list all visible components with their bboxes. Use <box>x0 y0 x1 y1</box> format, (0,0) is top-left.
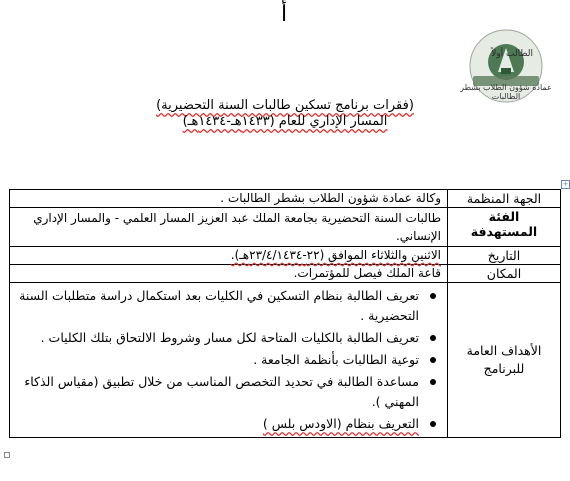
date-label: التاريخ <box>448 247 561 265</box>
title-line-1: (فقرات برنامج تسكين طالبات السنة التحضيرية) <box>156 98 414 113</box>
table-row-place <box>10 265 561 283</box>
audience-label: الفئة المستهدفة <box>448 208 561 247</box>
goals-label: الأهداف العامة للبرنامج <box>448 283 561 438</box>
date-value: الاثنين والثلاثاء الموافق (٢٢-٢٣/٤/١٤٣٤هـ). <box>230 248 441 262</box>
document-title <box>150 98 420 130</box>
goals-list <box>16 286 441 434</box>
logo-text: الطالب أولاً <box>491 49 533 59</box>
goal-item: تعريف الطالبة بنظام التسكين في الكليات بعد استكمال دراسة متطلبات السنة التحضيرية . <box>16 286 419 326</box>
place-value: قاعة الملك فيصل للمؤتمرات. <box>10 265 448 283</box>
title-line-2: المسار الإداري للعام (١٤٣٣هـ-١٤٣٤هـ) <box>182 114 388 129</box>
table-resize-handle[interactable] <box>4 452 10 458</box>
place-label: المكان <box>448 265 561 283</box>
audience-value: طالبات السنة التحضيرية بجامعة الملك عبد العزيز المسار العلمي - والمسار الإداري الإنساني. <box>10 208 448 247</box>
goal-item: تعريف الطالبة بالكليات المتاحة لكل مسار وشروط الالتحاق بتلك الكليات . <box>16 328 419 348</box>
goal-item: توعية الطالبات بأنظمة الجامعة . <box>16 350 419 370</box>
table-move-handle[interactable]: + <box>562 180 569 188</box>
organizer-label: الجهة المنظمة <box>448 190 561 208</box>
goal-item-text: التعريف بنظام (الاودس بلس ) <box>262 416 419 431</box>
table-row-organizer <box>10 190 561 208</box>
goal-item: مساعدة الطالبة في تحديد التخصص المناسب من خلال تطبيق (مقياس الذكاء المهني ). <box>16 372 419 412</box>
organizer-value: وكالة عمادة شؤون الطلاب بشطر الطالبات . <box>10 190 448 208</box>
goal-item <box>16 414 419 434</box>
table-row-date <box>10 247 561 265</box>
logo-caption: عمادة شؤون الطلاب بشطر الطالبات <box>460 83 552 101</box>
program-table <box>9 189 561 438</box>
table-row-goals <box>10 283 561 438</box>
table-row-audience <box>10 208 561 247</box>
page-number: أ <box>281 2 288 27</box>
